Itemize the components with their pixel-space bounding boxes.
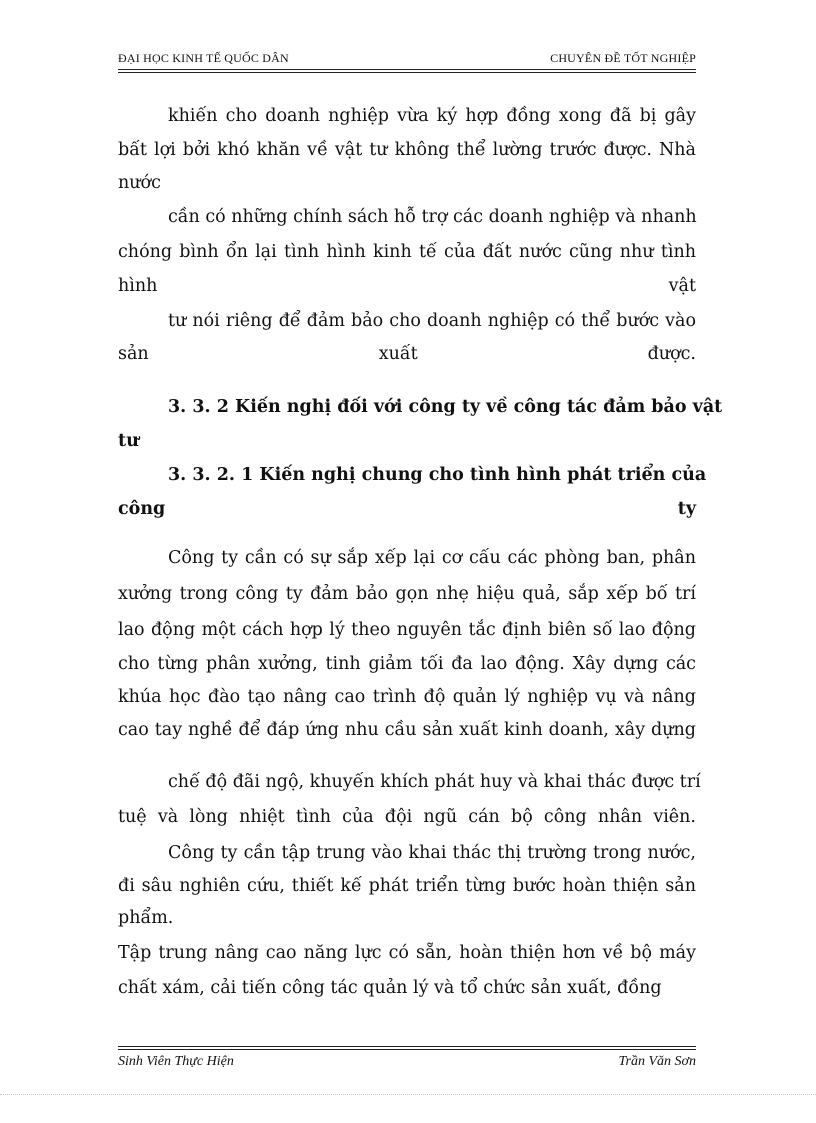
header-thesis-title: CHUYÊN ĐỀ TỐT NGHIỆP [550, 51, 696, 65]
body-line: Công ty cần có sự sắp xếp lại cơ cấu các phòng ban, phân [168, 548, 696, 568]
body-line: cho từng phân xưởng, tinh giảm tối đa lao động. Xây dựng các [118, 654, 696, 674]
body-line: xưởng trong công ty đảm bảo gọn nhẹ hiệu quả, sắp xếp bố trí [118, 584, 696, 604]
section-heading: 3. 3. 2 Kiến nghị đối với công ty về công tác đảm bảo vật [168, 397, 723, 417]
body-line: khiến cho doanh nghiệp vừa ký hợp đồng xong đã bị gây [168, 106, 696, 126]
body-line: chóng bình ổn lại tình hình kinh tế của đất nước cũng như tình [118, 242, 696, 262]
body-line: Công ty cần tập trung vào khai thác thị trường trong nước, [168, 843, 696, 863]
header-university: ĐẠI HỌC KINH TẾ QUỐC DÂN [118, 51, 289, 65]
page-footer [118, 1054, 696, 1074]
body-line: chế độ đãi ngộ, khuyến khích phát huy và khai thác được trí [168, 772, 701, 792]
body-line: hình vật [118, 276, 696, 296]
body-line: Tập trung nâng cao năng lực có sẵn, hoàn thiện hơn về bộ máy [118, 943, 696, 963]
section-heading: tư [118, 431, 139, 451]
subsection-heading: 3. 3. 2. 1 Kiến nghị chung cho tình hình phát triển của [168, 465, 707, 485]
body-line: nước [118, 173, 161, 193]
body-line: đi sâu nghiên cứu, thiết kế phát triển từng bước hoàn thiện sản [118, 876, 696, 896]
body-line: cần có những chính sách hỗ trợ các doanh nghiệp và nhanh [168, 207, 697, 227]
page-header [118, 48, 696, 68]
footer-rule-thin [118, 1049, 696, 1050]
body-line: phẩm. [118, 908, 174, 928]
body-line: sản xuất được. [118, 344, 696, 364]
body-line: cao tay nghề để đáp ứng nhu cầu sản xuất kinh doanh, xây dựng [118, 720, 696, 740]
footer-student-name: Trần Văn Sơn [618, 1054, 696, 1069]
footer-student-label: Sinh Viên Thực Hiện [118, 1054, 234, 1069]
page-bottom-divider [0, 1094, 816, 1095]
body-line: bất lợi bởi khó khăn về vật tư không thể lường trước được. Nhà [118, 140, 696, 160]
body-line: tuệ và lòng nhiệt tình của đội ngũ cán bộ công nhân viên. [118, 807, 696, 827]
footer-rule [118, 1046, 696, 1047]
header-rule [118, 69, 696, 70]
subsection-heading: công ty [118, 499, 696, 519]
header-rule-thin [118, 72, 696, 73]
body-line: lao động một cách hợp lý theo nguyên tắc định biên số lao động [118, 620, 696, 640]
body-line: tư nói riêng để đảm bảo cho doanh nghiệp có thể bước vào [168, 311, 696, 331]
body-line: chất xám, cải tiến công tác quản lý và tổ chức sản xuất, đồng [118, 978, 662, 998]
body-line: khúa học đào tạo nâng cao trình độ quản lý nghiệp vụ và nâng [118, 687, 696, 707]
